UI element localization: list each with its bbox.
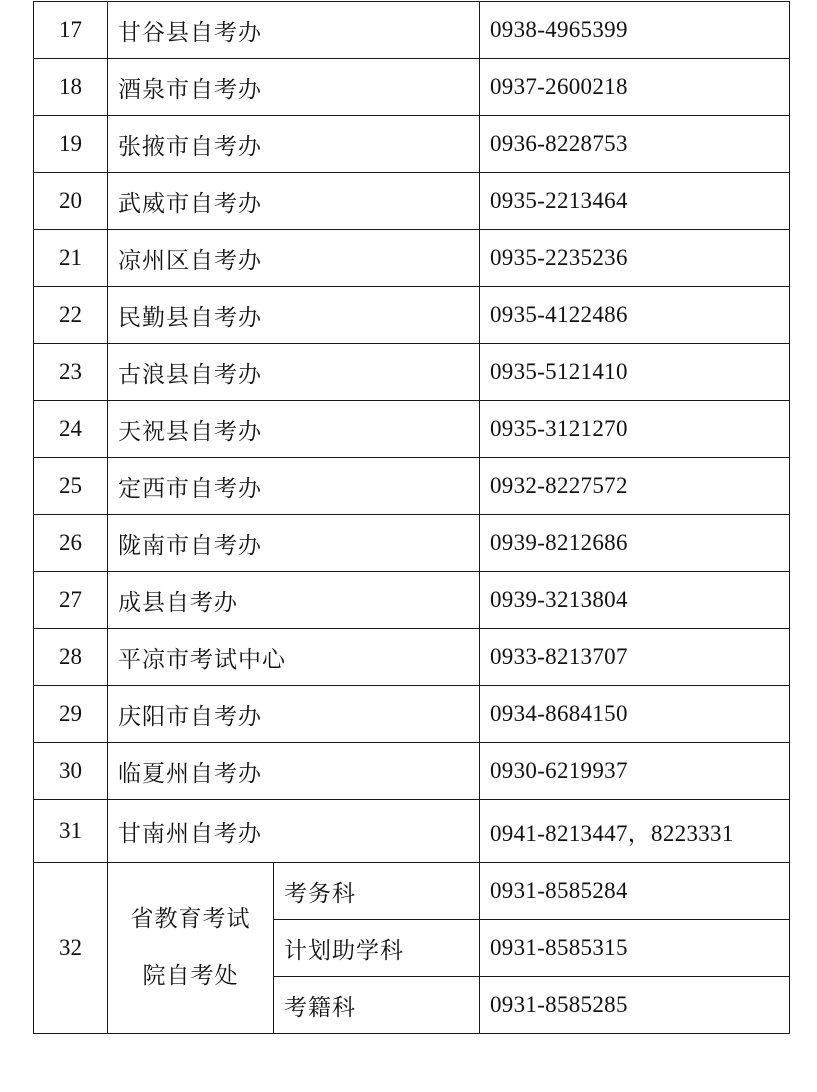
row-number: 18: [34, 59, 108, 116]
phone-number: 0935-2213464: [480, 173, 790, 230]
phone-number: 0931-8585285: [480, 977, 790, 1034]
row-number: 25: [34, 458, 108, 515]
row-number: 29: [34, 686, 108, 743]
phone-number: 0934-8684150: [480, 686, 790, 743]
table-row: [34, 458, 790, 515]
row-number: 23: [34, 344, 108, 401]
department-name: 考务科: [274, 863, 480, 920]
phone-number: 0935-5121410: [480, 344, 790, 401]
table-row: [34, 344, 790, 401]
table-row: [34, 230, 790, 287]
row-number: 31: [34, 800, 108, 863]
table-row: [34, 2, 790, 59]
office-name: 民勤县自考办: [108, 287, 480, 344]
contact-table: [33, 1, 790, 1034]
table-row: [34, 800, 790, 863]
row-number: 30: [34, 743, 108, 800]
office-group-name-line1: 省教育考试: [130, 906, 251, 932]
phone-number: 0938-4965399: [480, 2, 790, 59]
office-group-name: [108, 863, 274, 1034]
phone-number: 0930-6219937: [480, 743, 790, 800]
phone-number: 0935-2235236: [480, 230, 790, 287]
table-row: [34, 116, 790, 173]
office-name: 定西市自考办: [108, 458, 480, 515]
phone-number: 0941-8213447，8223331: [480, 800, 790, 863]
office-name: 天祝县自考办: [108, 401, 480, 458]
office-name: 酒泉市自考办: [108, 59, 480, 116]
office-name: 陇南市自考办: [108, 515, 480, 572]
office-name: 甘南州自考办: [108, 800, 480, 863]
phone-number: 0932-8227572: [480, 458, 790, 515]
phone-number: 0936-8228753: [480, 116, 790, 173]
row-number: 17: [34, 2, 108, 59]
office-name: 成县自考办: [108, 572, 480, 629]
row-number: 27: [34, 572, 108, 629]
phone-number: 0935-4122486: [480, 287, 790, 344]
office-name: 古浪县自考办: [108, 344, 480, 401]
table-row: [34, 572, 790, 629]
row-number: 21: [34, 230, 108, 287]
phone-number: 0937-2600218: [480, 59, 790, 116]
phone-number: 0935-3121270: [480, 401, 790, 458]
phone-number: 0939-8212686: [480, 515, 790, 572]
row-number: 32: [34, 863, 108, 1034]
table-row: [34, 515, 790, 572]
office-name: 甘谷县自考办: [108, 2, 480, 59]
table-row: [34, 863, 790, 920]
department-name: 考籍科: [274, 977, 480, 1034]
office-name: 庆阳市自考办: [108, 686, 480, 743]
table-row: [34, 59, 790, 116]
row-number: 22: [34, 287, 108, 344]
table-row: [34, 173, 790, 230]
office-name: 临夏州自考办: [108, 743, 480, 800]
office-name: 武威市自考办: [108, 173, 480, 230]
phone-number: 0933-8213707: [480, 629, 790, 686]
office-name: 平凉市考试中心: [108, 629, 480, 686]
office-group-name-line2: 院自考处: [142, 963, 239, 989]
row-number: 24: [34, 401, 108, 458]
phone-number: 0931-8585284: [480, 863, 790, 920]
office-name: 张掖市自考办: [108, 116, 480, 173]
row-number: 28: [34, 629, 108, 686]
office-name: 凉州区自考办: [108, 230, 480, 287]
phone-number: 0931-8585315: [480, 920, 790, 977]
row-number: 26: [34, 515, 108, 572]
department-name: 计划助学科: [274, 920, 480, 977]
table-row: [34, 401, 790, 458]
table-row: [34, 629, 790, 686]
table-row: [34, 287, 790, 344]
row-number: 19: [34, 116, 108, 173]
row-number: 20: [34, 173, 108, 230]
table-row: [34, 743, 790, 800]
phone-number: 0939-3213804: [480, 572, 790, 629]
table-row: [34, 686, 790, 743]
